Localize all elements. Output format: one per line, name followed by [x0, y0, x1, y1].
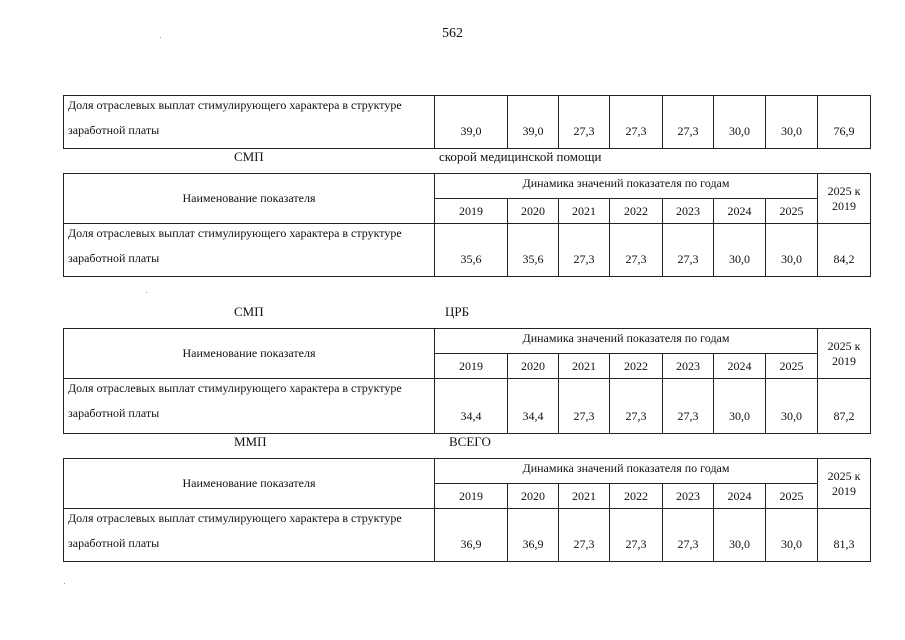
section-caption-right: ВСЕГО — [449, 434, 491, 449]
header-dynamics: Динамика значений показателя по годам — [435, 459, 818, 484]
value-2021: 27,3 — [559, 509, 610, 562]
header-ratio — [818, 329, 871, 379]
table-top-partial — [63, 95, 871, 149]
table-row — [64, 96, 871, 149]
value-2020: 36,9 — [508, 509, 559, 562]
section-caption-left: ММП — [234, 434, 267, 449]
value-2023: 27,3 — [663, 96, 714, 149]
indicator-label-line2: заработной платы — [68, 123, 160, 137]
value-2019: 34,4 — [435, 379, 508, 434]
header-name-column: Наименование показателя — [64, 329, 435, 379]
header-ratio-line1: 2025 к — [827, 338, 861, 353]
year-2023: 2023 — [663, 484, 714, 509]
year-2020: 2020 — [508, 484, 559, 509]
year-2022: 2022 — [610, 484, 663, 509]
year-2019: 2019 — [435, 484, 508, 509]
value-2023: 27,3 — [663, 379, 714, 434]
header-name-column: Наименование показателя — [64, 174, 435, 224]
indicator-label-line2: заработной платы — [68, 536, 160, 550]
indicator-table — [63, 173, 871, 277]
year-2022: 2022 — [610, 199, 663, 224]
scan-speck — [160, 37, 161, 38]
indicator-name-cell — [64, 96, 435, 149]
value-ratio: 76,9 — [818, 96, 871, 149]
indicator-name-cell — [64, 509, 435, 562]
year-2019: 2019 — [435, 354, 508, 379]
section-caption-right: скорой медицинской помощи — [439, 149, 602, 164]
value-2022: 27,3 — [610, 224, 663, 277]
year-2021: 2021 — [559, 484, 610, 509]
table-header-row — [64, 174, 871, 199]
value-2019: 36,9 — [435, 509, 508, 562]
value-2025: 30,0 — [766, 379, 818, 434]
table-row — [64, 224, 871, 277]
header-ratio-line1: 2025 к — [827, 468, 861, 483]
value-2023: 27,3 — [663, 224, 714, 277]
header-dynamics: Динамика значений показателя по годам — [435, 174, 818, 199]
value-2021: 27,3 — [559, 379, 610, 434]
value-2021: 27,3 — [559, 224, 610, 277]
value-2025: 30,0 — [766, 96, 818, 149]
header-dynamics: Динамика значений показателя по годам — [435, 329, 818, 354]
year-2025: 2025 — [766, 354, 818, 379]
header-ratio-line2: 2019 — [832, 198, 857, 213]
header-ratio-line2: 2019 — [832, 353, 857, 368]
year-2023: 2023 — [663, 354, 714, 379]
indicator-table — [63, 328, 871, 434]
value-2024: 30,0 — [714, 379, 766, 434]
indicator-label-line1: Доля отраслевых выплат стимулирующего характера в структуре — [68, 511, 402, 525]
year-2023: 2023 — [663, 199, 714, 224]
table-header-row — [64, 459, 871, 484]
table-header-row — [64, 329, 871, 354]
table-row — [64, 379, 871, 434]
value-ratio: 84,2 — [818, 224, 871, 277]
value-2019: 39,0 — [435, 96, 508, 149]
scan-speck — [146, 292, 147, 293]
section-caption-left: СМП — [234, 304, 264, 319]
value-2022: 27,3 — [610, 96, 663, 149]
year-2022: 2022 — [610, 354, 663, 379]
value-2020: 39,0 — [508, 96, 559, 149]
value-2024: 30,0 — [714, 224, 766, 277]
value-2025: 30,0 — [766, 509, 818, 562]
indicator-label-line1: Доля отраслевых выплат стимулирующего характера в структуре — [68, 226, 402, 240]
value-2019: 35,6 — [435, 224, 508, 277]
value-2022: 27,3 — [610, 509, 663, 562]
section-caption-right: ЦРБ — [445, 304, 470, 319]
value-2023: 27,3 — [663, 509, 714, 562]
year-2021: 2021 — [559, 199, 610, 224]
header-ratio-line2: 2019 — [832, 483, 857, 498]
value-2025: 30,0 — [766, 224, 818, 277]
page-number: 562 — [442, 26, 463, 41]
header-ratio — [818, 459, 871, 509]
scan-speck — [64, 583, 65, 584]
value-2020: 34,4 — [508, 379, 559, 434]
header-ratio-line1: 2025 к — [827, 183, 861, 198]
year-2021: 2021 — [559, 354, 610, 379]
table-row — [64, 509, 871, 562]
year-2024: 2024 — [714, 484, 766, 509]
value-ratio: 81,3 — [818, 509, 871, 562]
value-ratio: 87,2 — [818, 379, 871, 434]
section-caption-left: СМП — [234, 149, 264, 164]
year-2025: 2025 — [766, 199, 818, 224]
year-2024: 2024 — [714, 199, 766, 224]
value-2022: 27,3 — [610, 379, 663, 434]
indicator-name-cell — [64, 379, 435, 434]
indicator-label-line2: заработной платы — [68, 251, 160, 265]
value-2020: 35,6 — [508, 224, 559, 277]
value-2021: 27,3 — [559, 96, 610, 149]
value-2024: 30,0 — [714, 509, 766, 562]
year-2020: 2020 — [508, 354, 559, 379]
indicator-label-line1: Доля отраслевых выплат стимулирующего характера в структуре — [68, 98, 402, 112]
indicator-name-cell — [64, 224, 435, 277]
indicator-label-line1: Доля отраслевых выплат стимулирующего характера в структуре — [68, 381, 402, 395]
value-2024: 30,0 — [714, 96, 766, 149]
indicator-table — [63, 458, 871, 562]
header-name-column: Наименование показателя — [64, 459, 435, 509]
year-2024: 2024 — [714, 354, 766, 379]
year-2020: 2020 — [508, 199, 559, 224]
year-2019: 2019 — [435, 199, 508, 224]
year-2025: 2025 — [766, 484, 818, 509]
indicator-label-line2: заработной платы — [68, 406, 160, 420]
header-ratio — [818, 174, 871, 224]
